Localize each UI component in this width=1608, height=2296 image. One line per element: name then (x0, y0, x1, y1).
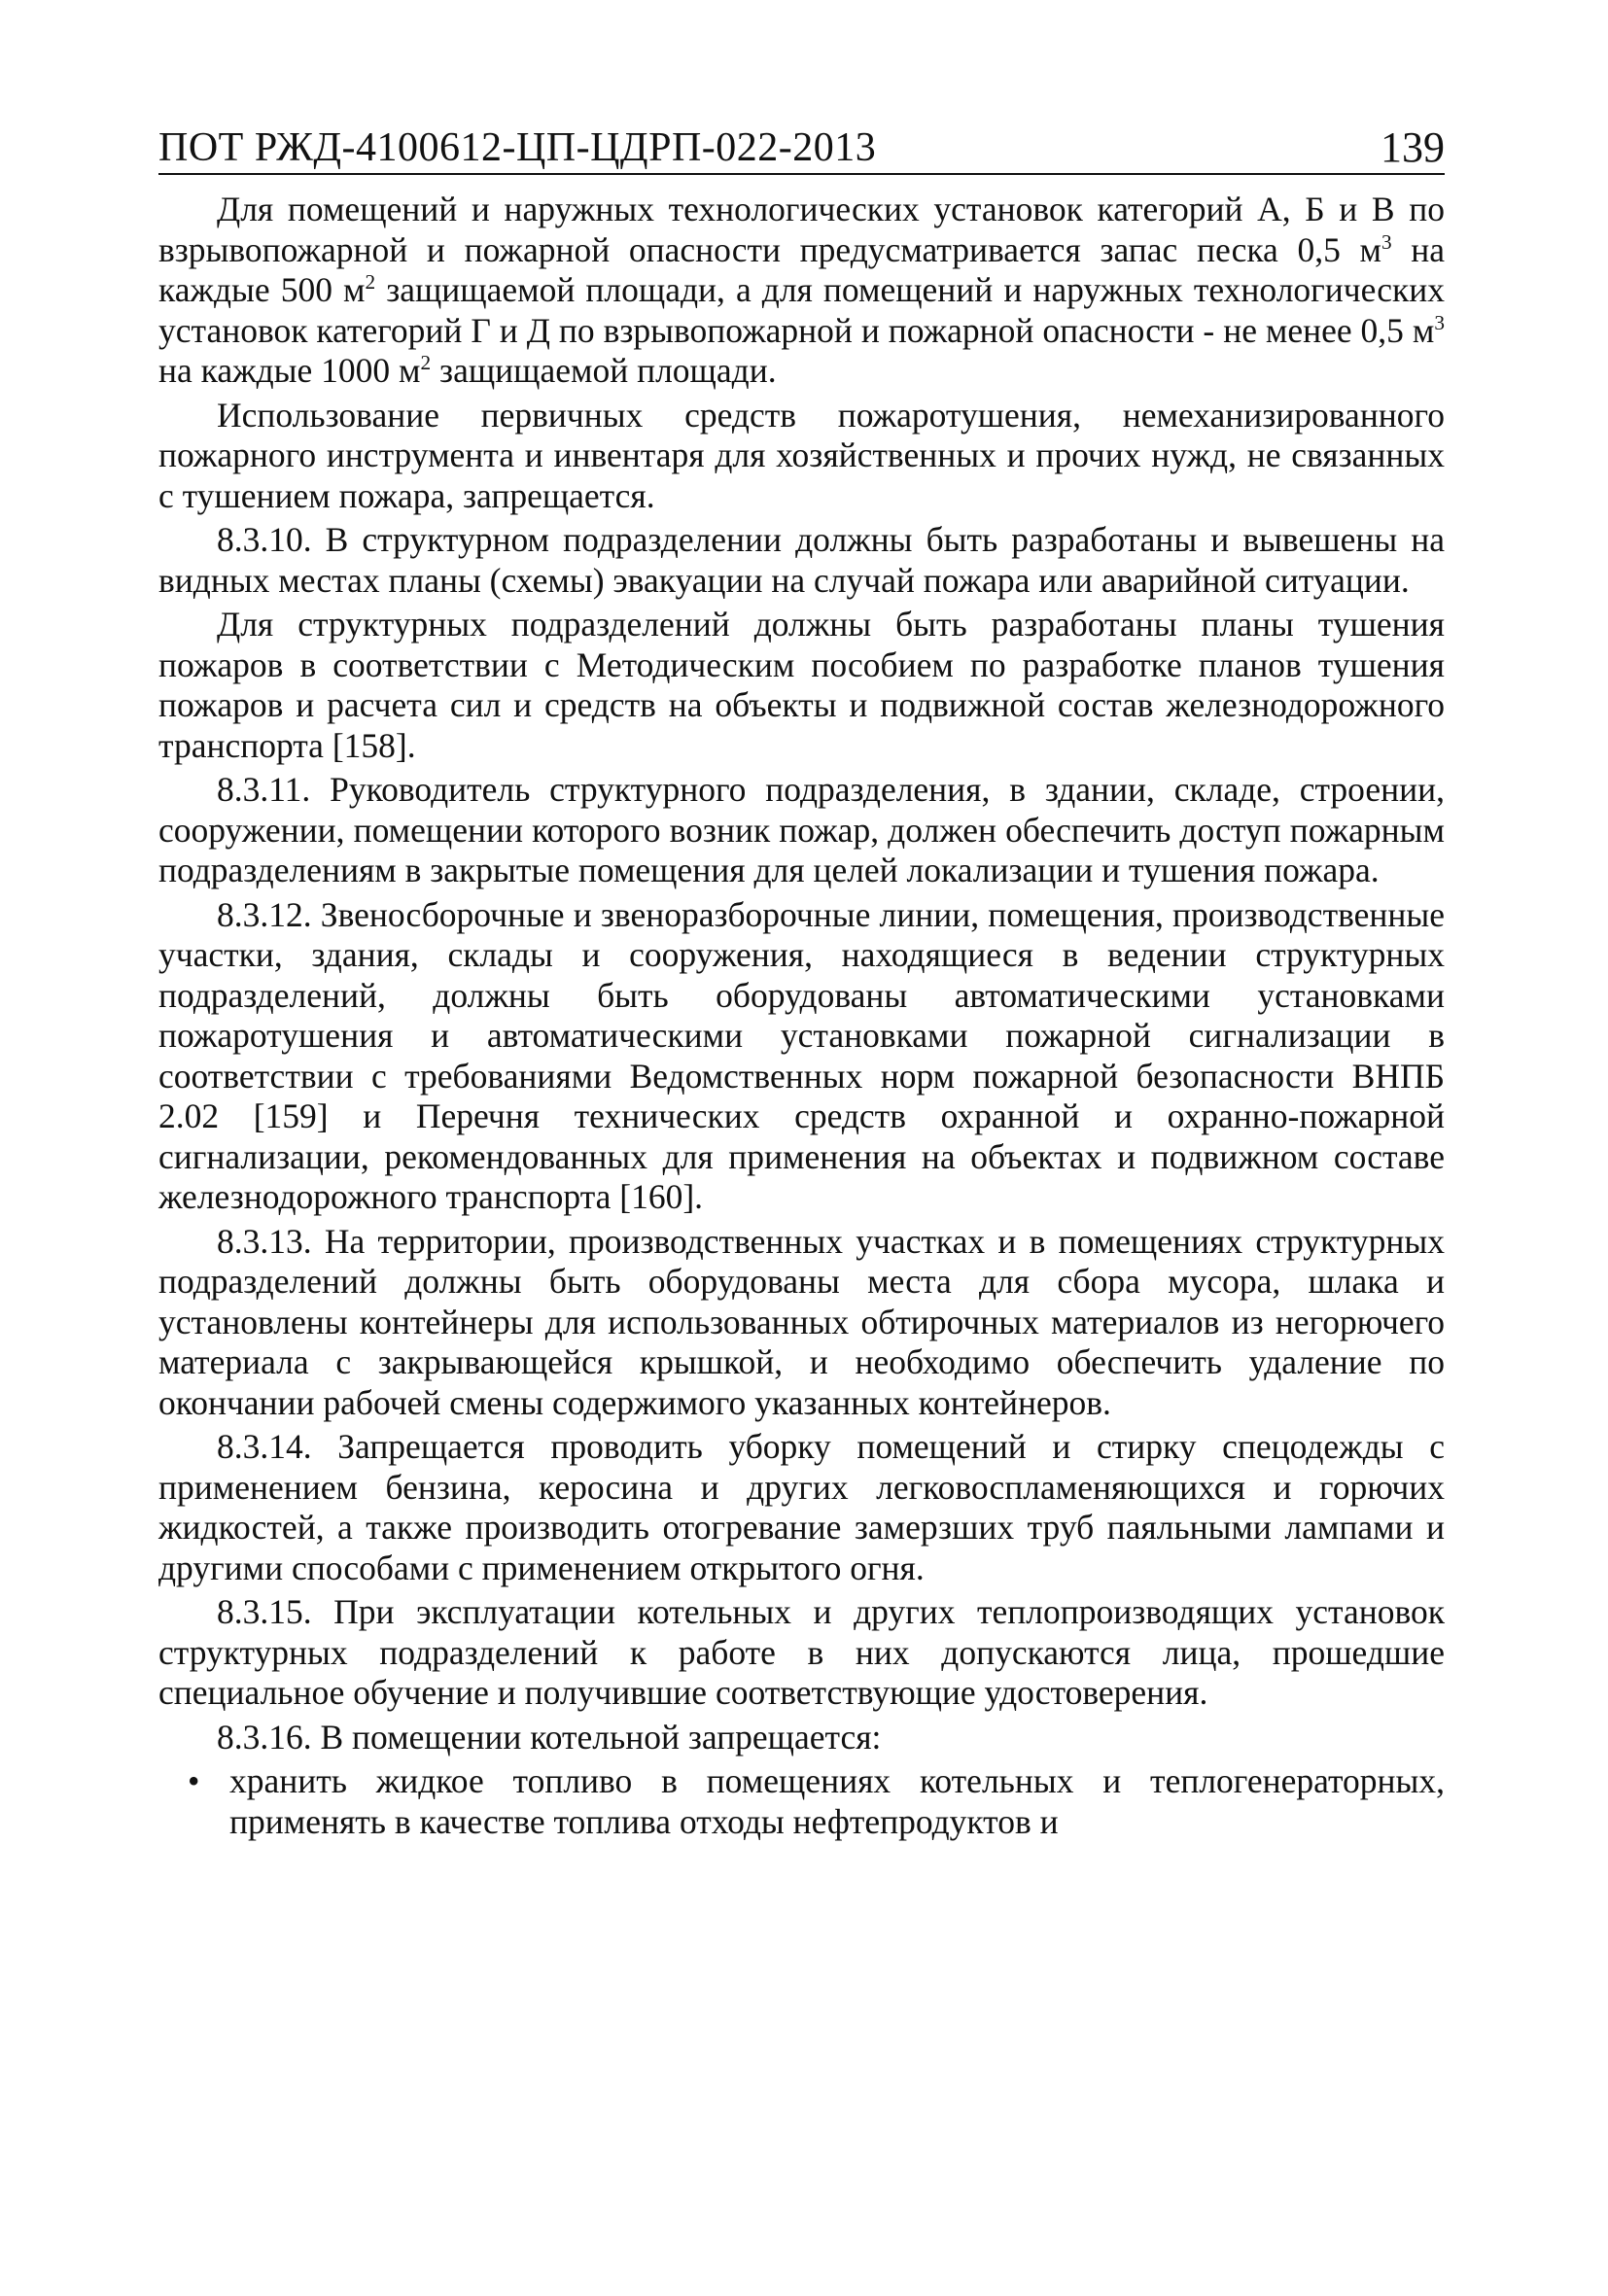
paragraph-8-3-11: 8.3.11. Руководитель структурного подразделения, в здании, складе, строении, сооружении, помещении которого возник пожар, должен обеспечить доступ пожарным подразделениям в закрытые помещения для целей локализации и тушения пожара. (158, 770, 1445, 889)
list-item (158, 1761, 1445, 1842)
page-header (158, 115, 1445, 175)
document-code: ПОТ РЖД-4100612-ЦП-ЦДРП-022-2013 (158, 125, 877, 170)
body-text (158, 190, 1445, 1842)
paragraph-8-3-14: 8.3.14. Запрещается проводить уборку помещений и стирку спецодежды с применением бензина, керосина и других легковоспламеняющихся и горючих жидкостей, а также производить отогревание замерзших труб паяльными лампами и другими способами с применением открытого огня. (158, 1427, 1445, 1587)
paragraph-8-3-10: 8.3.10. В структурном подразделении должны быть разработаны и вывешены на видных местах планы (схемы) эвакуации на случай пожара или аварийной ситуации. (158, 520, 1445, 600)
paragraph-fire-plans: Для структурных подразделений должны быть разработаны планы тушения пожаров в соответствии с Методическим пособием по разработке планов тушения пожаров и расчета сил и средств на объекты и подвижной состав железнодорожного транспорта [158]. (158, 605, 1445, 765)
bullet-list (158, 1761, 1445, 1842)
paragraph-primary-means: Использование первичных средств пожаротушения, немеханизированного пожарного инструмента и инвентаря для хозяйственных и прочих нужд, не связанных с тушением пожара, запрещается. (158, 395, 1445, 515)
paragraph-8-3-13: 8.3.13. На территории, производственных участках и в помещениях структурных подразделений должны быть оборудованы места для сбора мусора, шлака и установлены контейнеры для использованных обтирочных материалов из негорючего материала с закрывающейся крышкой, и необходимо обеспечить удаление по окончании рабочей смены содержимого указанных контейнеров. (158, 1221, 1445, 1422)
paragraph-8-3-12: 8.3.12. Звеносборочные и звеноразборочные линии, помещения, производственные участки, здания, склады и сооружения, находящиеся в ведении структурных подразделений, должны быть оборудованы автоматическими установками пожаротушения и автоматическими установками пожарной сигнализации в соответствии с требованиями Ведомственных норм пожарной безопасности ВНПБ 2.02 [159] и Перечня технических средств охранной и охранно-пожарной сигнализации, рекомендованных для применения на объектах и подвижном составе железнодорожного транспорта [160]. (158, 894, 1445, 1216)
paragraph-8-3-15: 8.3.15. При эксплуатации котельных и других теплопроизводящих установок структурных подразделений к работе в них допускаются лица, прошедшие специальное обучение и получившие соответствующие удостоверения. (158, 1592, 1445, 1712)
paragraph-8-3-16: 8.3.16. В помещении котельной запрещается: (217, 1717, 882, 1757)
paragraph-sand-reserve: Для помещений и наружных технологических установок категорий А, Б и В по взрывопожарной и пожарной опасности предусматривается запас песка 0,5 $м^3$ на каждые 500 $м^2$ защищаемой площади, а для помещений и наружных технологических установок категорий Г и Д по взрывопожарной и пожарной опасности - не менее 0,5 $м^3$ на каждые 1000 $м^2$ защищаемой площади. (158, 190, 1445, 390)
list-item-text: хранить жидкое топливо в помещениях котельных и теплогенераторных, применять в качестве топлива отходы нефтепродуктов и (229, 1761, 1445, 1841)
page-number: 139 (1381, 123, 1445, 171)
bullet-marker: • (188, 1761, 200, 1800)
